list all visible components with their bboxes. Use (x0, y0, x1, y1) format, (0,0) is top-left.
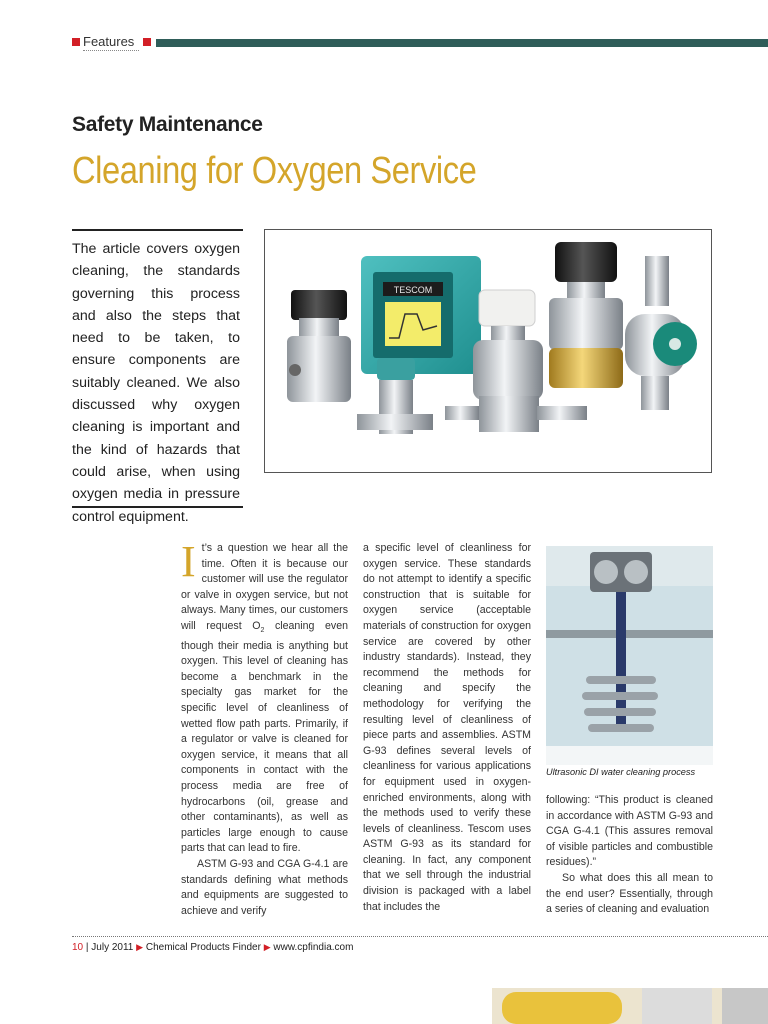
regulator-upper-brass (549, 298, 623, 350)
arrow-icon: ▶ (263, 942, 271, 952)
cleaning-photo (546, 546, 713, 765)
article-title: Cleaning for Oxygen Service (72, 150, 477, 192)
tank-water (546, 586, 713, 765)
intro-rule-top (72, 229, 243, 231)
regulator-bonnet-center (491, 326, 525, 342)
tank-rail (546, 630, 713, 638)
section-label: Features (83, 34, 135, 49)
regulator-base-right (641, 376, 669, 410)
body-column-3 (546, 793, 713, 918)
col1-paragraph-2: ASTM G-93 and CGA G-4.1 are standards defining what methods and equipments are suggested to achieve and verify (181, 857, 348, 917)
page-footer (72, 942, 353, 953)
section-label-underline (83, 50, 139, 51)
article-kicker: Safety Maintenance (72, 113, 263, 136)
article-intro: The article covers oxygen cleaning, the standards governing this process and also the steps that need to be taken, to ensure components are suitably cleaned. We also discussed why oxygen cleaning is important and the kind of hazards that could arise, when using oxygen media in pressure control equipment. (72, 241, 240, 525)
regulator-bonnet-left (299, 318, 339, 336)
regulators-illustration (265, 230, 711, 472)
website-link[interactable]: www.cpfindia.com (273, 942, 354, 953)
tank-edge (546, 746, 713, 765)
col2-paragraph-1: a specific level of cleanliness for oxygen service. These standards do not attempt to identify a specific construction that is suitable for oxygen service (acceptable materials of construction for oxygen service are covered by other industry standards). Instead, they recommend the methods for cleaning and specify the methodology for verifying the resulting level of cleanliness of piece parts and assemblies. ASTM G-93 defines several levels of cleanliness for various applications for equipment used in oxygen-enriched environments, along with the methods used to verify these levels of cleanliness. Tescom uses ASTM G-93 as its standard for cleaning. In fact, any component that we sell through the industrial division is packaged with a label that includes the (363, 542, 531, 913)
col1-text-a: t’s a question we hear all the time. Often it is because our customer will use the regulator or valve in oxygen service, but not always. Many times, our customers will request O (181, 542, 348, 632)
regulator-knob-brass (555, 242, 617, 282)
footer-rule (72, 936, 768, 937)
col3-paragraph-2: So what does this all mean to the end user? Essentially, through a series of cleaning and evaluation (546, 871, 713, 916)
fitting-center-left (445, 406, 479, 420)
photo-caption: Ultrasonic DI water cleaning process (546, 767, 696, 777)
col1-text-b: cleaning even though their media is anything but oxygen. This level of cleaning has become a benchmark in the specialty gas market for the specific level of cleanliness of wetted flow path parts. Primarily, if a regulator or valve is cleaned for oxygen service, it means that all components in contact with the process media are free of hydrocarbons (oil, grease and other contaminants), as well as particles large enough to cause parts that can lead to fire. (181, 619, 348, 855)
intro-rule-bottom (72, 506, 243, 508)
fitting-center-right (537, 406, 587, 420)
regulator-body-center (473, 340, 543, 400)
knob-center-green (669, 338, 681, 350)
regulator-stem-right (645, 256, 669, 306)
regulator-bonnet-brass (567, 282, 605, 298)
footer-separator: | (85, 942, 89, 953)
regulator-base-center (479, 396, 539, 432)
next-photo-fragment (492, 988, 768, 1024)
drop-cap: I (181, 537, 196, 586)
regulator-body-brass (549, 348, 623, 388)
part-3 (584, 708, 656, 716)
header-bar (156, 39, 768, 47)
regulator-knob-white (479, 290, 535, 326)
display-brand-text: TESCOM (393, 285, 433, 295)
lcd-screen (385, 302, 441, 346)
page-number: 10 (72, 942, 84, 953)
section-marker-right (143, 38, 151, 46)
issue-date: July 2011 (91, 942, 134, 953)
part-2 (582, 692, 658, 700)
port-left (289, 364, 301, 376)
section-marker-left (72, 38, 80, 46)
body-column-2 (363, 541, 531, 915)
arrow-icon: ▶ (136, 942, 144, 952)
col3-paragraph-1: following: “This product is cleaned in accordance with ASTM G-93 and CGA G-4.1 (This assures removal of visible particles and combustible residues).” (546, 794, 713, 869)
product-photo (264, 229, 712, 473)
o2-subscript: 2 (260, 627, 265, 635)
gauge-right (624, 560, 648, 584)
part-4 (588, 724, 654, 732)
part-1 (586, 676, 656, 684)
ultrasonic-tank-illustration (546, 546, 713, 765)
publication-name: Chemical Products Finder (145, 942, 261, 953)
valve-cap-small (377, 358, 415, 380)
regulator-knob-left (291, 290, 347, 320)
body-column-1 (181, 537, 348, 919)
valve-fittings-small (357, 414, 433, 430)
gauge-left (594, 560, 618, 584)
